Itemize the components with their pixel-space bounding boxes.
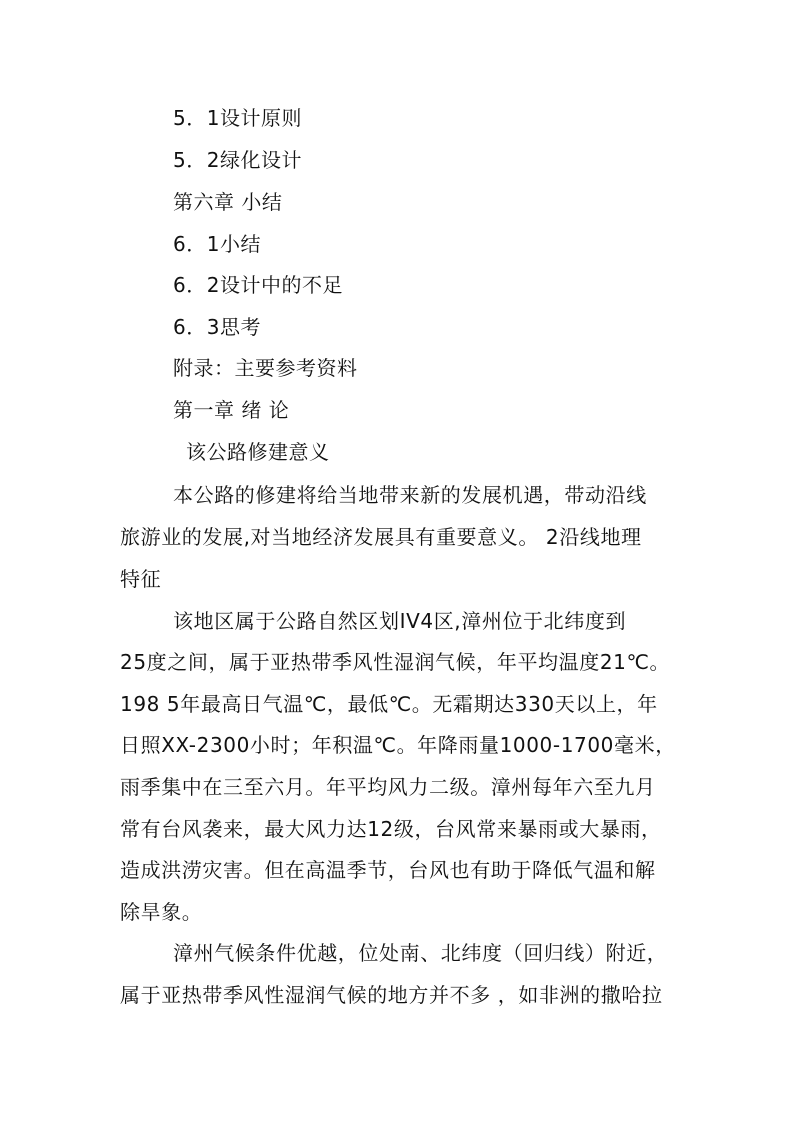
paragraph-line: 该地区属于公路自然区划ⅠⅤ4区,漳州位于北纬度到 xyxy=(173,609,627,633)
paragraph-line: 本公路的修建将给当地带来新的发展机遇，带动沿线 xyxy=(173,483,647,507)
toc-entry-chapter-6: 第六章 小结 xyxy=(173,190,283,214)
paragraph-line: 常有台风袭来，最大风力达12级，台风常来暴雨或大暴雨， xyxy=(120,817,662,841)
toc-entry-6-3: 6．3思考 xyxy=(173,315,261,339)
paragraph-line: 漳州气候条件优越，位处南、北纬度（回归线）附近， xyxy=(173,941,668,965)
paragraph-line: 日照XX-2300小时；年积温℃。年降雨量1000-1700毫米， xyxy=(120,733,676,757)
paragraph-line: 造成洪涝灾害。但在高温季节，台风也有助于降低气温和解 xyxy=(120,858,656,882)
paragraph-line: 雨季集中在三至六月。年平均风力二级。漳州每年六至九月 xyxy=(120,775,656,799)
toc-entry-5-2: 5．2绿化设计 xyxy=(173,148,302,172)
paragraph-line: 特征 xyxy=(120,567,162,591)
paragraph-line: 198 5年最高日气温℃，最低℃。无霜期达330天以上，年 xyxy=(120,692,658,716)
toc-entry-appendix: 附录：主要参考资料 xyxy=(173,356,358,380)
toc-entry-6-1: 6．1小结 xyxy=(173,232,261,256)
section-title: 该公路修建意义 xyxy=(186,440,330,464)
toc-entry-6-2: 6．2设计中的不足 xyxy=(173,273,343,297)
chapter-title: 第一章 绪 论 xyxy=(173,398,290,422)
paragraph-line: 25度之间，属于亚热带季风性湿润气候，年平均温度21℃。 xyxy=(120,650,671,674)
paragraph-line: 除旱象。 xyxy=(120,900,203,924)
toc-entry-5-1: 5．1设计原则 xyxy=(173,106,302,130)
paragraph-line: 旅游业的发展,对当地经济发展具有重要意义。 2沿线地理 xyxy=(120,525,642,549)
paragraph-line: 属于亚热带季风性湿润气候的地方并不多 ，如非洲的撒哈拉 xyxy=(120,983,663,1007)
